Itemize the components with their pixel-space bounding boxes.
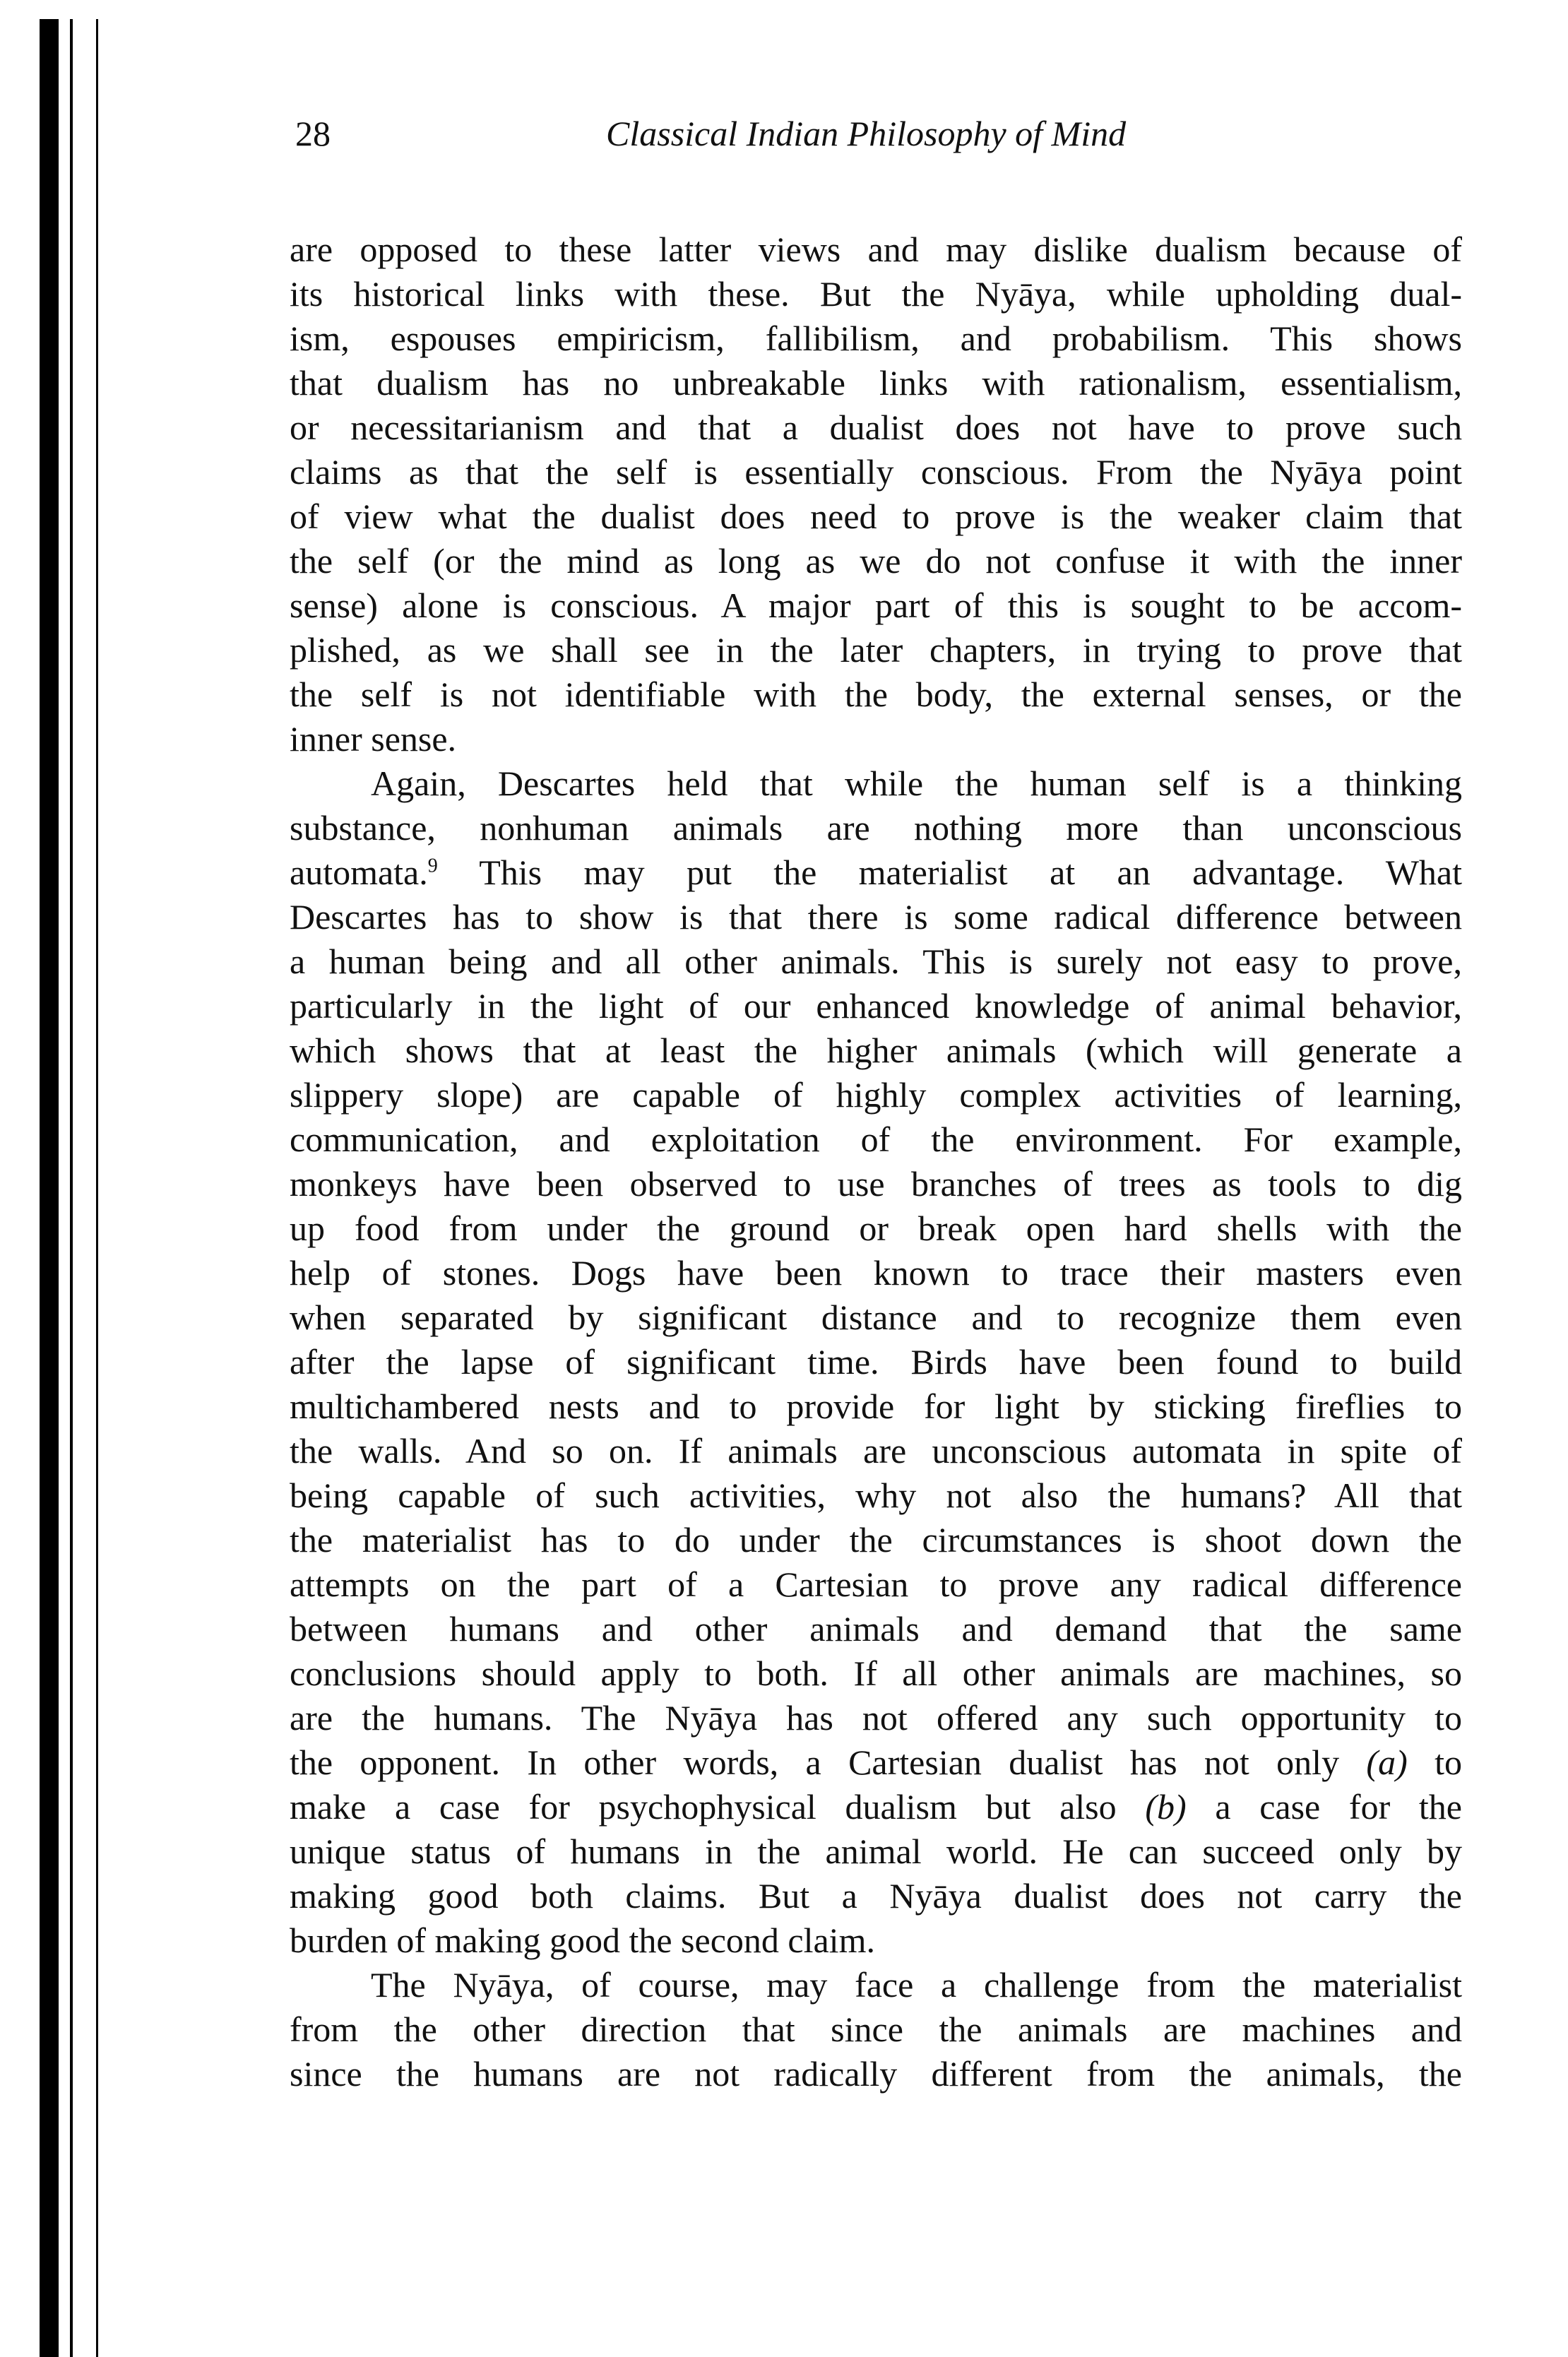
page-number: 28 [295, 114, 331, 153]
text-line: being capable of such activities, why not also the humans? All that [290, 1476, 1462, 1515]
text-line: the walls. And so on. If animals are unconscious automata in spite of [290, 1431, 1462, 1471]
text-segment: make a case for psychophysical dualism but also [290, 1787, 1146, 1827]
text-line: plished, as we shall see in the later chapters, in trying to prove that [290, 630, 1462, 670]
text-line: the materialist has to do under the circumstances is shoot down the [290, 1520, 1462, 1560]
text-line: a human being and all other animals. This is surely not easy to prove, [290, 942, 1462, 981]
text-line: particularly in the light of our enhanced knowledge of animal behavior, [290, 986, 1462, 1026]
text-line: substance, nonhuman animals are nothing more than unconscious [290, 808, 1462, 848]
text-line: between humans and other animals and demand that the same [290, 1609, 1462, 1649]
text-line: Descartes has to show is that there is some radical difference between [290, 897, 1462, 937]
text-line [290, 1785, 1462, 1829]
text-line: that dualism has no unbreakable links with rationalism, essentialism, [290, 363, 1462, 403]
text-line: of view what the dualist does need to prove is the weaker claim that [290, 497, 1462, 536]
text-line: inner sense. [290, 719, 457, 759]
text-segment: the opponent. In other words, a Cartesian dualist has not only [290, 1742, 1367, 1782]
text-line: monkeys have been observed to use branches of trees as tools to dig [290, 1164, 1462, 1204]
text-line: communication, and exploitation of the environment. For example, [290, 1120, 1462, 1159]
text-segment: (a) [1366, 1742, 1408, 1782]
text-line: are opposed to these latter views and may dislike dualism because of [290, 230, 1462, 269]
text-line: slippery slope) are capable of highly complex activities of learning, [290, 1075, 1462, 1115]
text-line: conclusions should apply to both. If all other animals are machines, so [290, 1654, 1462, 1693]
text-segment: to [1407, 1742, 1462, 1782]
text-line: multichambered nests and to provide for light by sticking fireflies to [290, 1387, 1462, 1426]
text-segment: a case for the [1186, 1787, 1462, 1827]
running-title: Classical Indian Philosophy of Mind [606, 114, 1127, 153]
text-line: from the other direction that since the animals are machines and [290, 2009, 1462, 2049]
text-line: after the lapse of significant time. Birds have been found to build [290, 1342, 1462, 1382]
text-line [290, 1740, 1462, 1785]
text-line: Again, Descartes held that while the human self is a thinking [371, 764, 1462, 803]
text-line: its historical links with these. But the Nyāya, while upholding dual- [290, 274, 1462, 314]
paragraph [290, 227, 1462, 761]
text-line: up food from under the ground or break open hard shells with the [290, 1209, 1462, 1248]
text-line: making good both claims. But a Nyāya dualist does not carry the [290, 1876, 1462, 1916]
text-line: since the humans are not radically different from the animals, the [290, 2054, 1462, 2094]
text-line: burden of making good the second claim. [290, 1920, 875, 1960]
paragraph [290, 761, 1462, 1963]
binding-shadow [40, 19, 59, 2357]
text-line: the self is not identifiable with the body, the external senses, or the [290, 675, 1462, 714]
text-segment: This may put the materialist at an advantage. What [437, 853, 1462, 892]
text-line: attempts on the part of a Cartesian to prove any radical difference [290, 1565, 1462, 1604]
text-line: sense) alone is conscious. A major part of this is sought to be accom- [290, 586, 1462, 625]
body-text [290, 227, 1462, 2096]
text-line: ism, espouses empiricism, fallibilism, and probabilism. This shows [290, 319, 1462, 358]
footnote-ref: 9 [427, 855, 438, 877]
text-line: the self (or the mind as long as we do not confuse it with the inner [290, 541, 1462, 581]
text-line: help of stones. Dogs have been known to trace their masters even [290, 1253, 1462, 1293]
binding-line [70, 19, 73, 2357]
text-line: are the humans. The Nyāya has not offered any such opportunity to [290, 1698, 1462, 1738]
paragraph [290, 1963, 1462, 2096]
text-line: The Nyāya, of course, may face a challenge from the materialist [371, 1965, 1462, 2005]
text-line: or necessitarianism and that a dualist does not have to prove such [290, 408, 1462, 447]
text-line: when separated by significant distance and to recognize them even [290, 1298, 1462, 1337]
binding-line [96, 19, 98, 2357]
text-line: claims as that the self is essentially conscious. From the Nyāya point [290, 452, 1462, 492]
text-segment: (b) [1145, 1787, 1187, 1827]
text-line: which shows that at least the higher animals (which will generate a [290, 1031, 1462, 1070]
text-segment: automata. [290, 853, 428, 892]
text-line [290, 850, 1462, 895]
text-line: unique status of humans in the animal world. He can succeed only by [290, 1831, 1462, 1871]
